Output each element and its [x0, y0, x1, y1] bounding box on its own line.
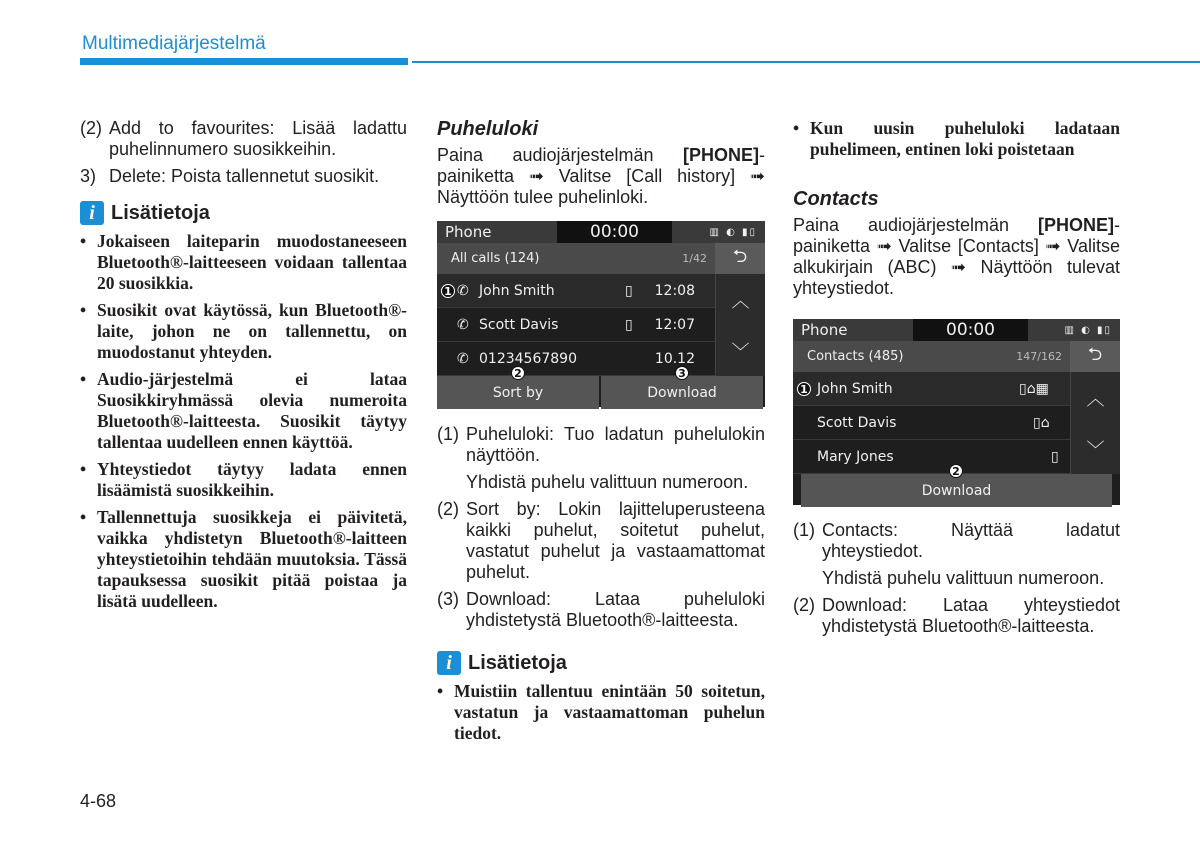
column-3: [793, 118, 1120, 643]
list-item: (2) Add to favourites: Lisää ladattu puhelinnumero suosikkeihin.: [80, 118, 407, 159]
scroll-down-button[interactable]: ﹀: [1070, 423, 1120, 474]
list-item: (3) Download: Lataa puheluloki yhdistetystä Bluetooth®-laitteesta.: [437, 589, 765, 630]
bullet-item: • Muistiin tallentuu enintään 50 soitetun, vastatun ja vastaamattoman puhelun tiedot.: [437, 681, 765, 743]
phone-device-icon: ▯: [625, 282, 633, 299]
bullet-item: • Audio-järjestelmä ei lataa Suosikkiryhmässä olevia numeroita Bluetooth®-laitteesta. Suosikit täytyy tallentaa uudelleen ennen käyttöä.: [80, 369, 407, 452]
column-1: [80, 118, 407, 618]
contact-type-icons: ▯⌂▦: [1019, 380, 1049, 397]
header-bar-thin: [412, 61, 1200, 63]
status-icons: ▥ ◐ ▮▯: [1064, 324, 1112, 336]
scroll-up-button[interactable]: ︿: [715, 274, 765, 325]
back-button[interactable]: ⮌: [715, 243, 765, 274]
download-button[interactable]: 3 Download: [601, 376, 763, 409]
table-row[interactable]: Mary Jones ▯: [793, 440, 1120, 474]
bullet-item: • Tallennettuja suosikkeja ei päivitetä, vaikka yhdistetyn Bluetooth®-laitteen yhteystietoihin tehdään muutoksia. Tässä tapauksessa suosikit pitää poistaa ja lisätä uudelleen.: [80, 507, 407, 611]
clock-display: 00:00: [557, 221, 672, 243]
phone-device-icon: ▯: [625, 316, 633, 333]
column-2: [437, 118, 765, 750]
call-history-screen: Phone 00:00 ▥ ◐ ▮▯ All calls (124) 1/42 ⮌ 1 ✆ John Smith ▯ 12:08 ✆ Scott Davis ▯ 12:07 ✆ 01234567890 10.12 ︿ ﹀ 2 Sort by 3 Download: [437, 221, 765, 407]
info-heading: i Lisätietoja: [80, 201, 407, 225]
list-item: (1) Contacts: Näyttää ladatut yhteystiedot.: [793, 520, 1120, 561]
table-row[interactable]: ✆ Scott Davis ▯ 12:07: [437, 308, 765, 342]
bullet-item: • Suosikit ovat käytössä, kun Bluetooth®-laite, johon ne on tallennettu, on muodostanut yhteyden.: [80, 300, 407, 362]
status-icons: ▥ ◐ ▮▯: [709, 226, 757, 238]
intro-paragraph: Paina audiojärjestelmän [PHONE]-painiketta ➟ Valitse [Call history] ➟ Näyttöön tulee puhelinloki.: [437, 145, 765, 207]
section-heading-puheluloki: Puheluloki: [437, 118, 539, 140]
call-icon: ✆: [457, 350, 469, 367]
table-row[interactable]: 1 John Smith ▯⌂▦: [793, 372, 1120, 406]
page-number: 4-68: [80, 791, 117, 811]
list-item-extra: Yhdistä puhelu valittuun numeroon.: [822, 568, 1105, 588]
bullet-item: • Jokaiseen laiteparin muodostaneeseen Bluetooth®-laitteeseen voidaan tallentaa 20 suosikkia.: [80, 231, 407, 293]
list-item-extra: Yhdistä puhelu valittuun numeroon.: [466, 472, 749, 492]
list-item: (1) Puheluloki: Tuo ladatun puhelulokin näyttöön.: [437, 424, 765, 465]
list-item: (2) Sort by: Lokin lajitteluperusteena kaikki puhelut, soitetut puhelut, vastatut puhelut ja vastaamattomat puhelut.: [437, 499, 765, 582]
call-icon: ✆: [457, 316, 469, 333]
scroll-up-button[interactable]: ︿: [1070, 372, 1120, 423]
bullet-item: • Yhteystiedot täytyy ladata ennen lisäämistä suosikkeihin.: [80, 459, 407, 500]
info-icon: i: [437, 651, 461, 675]
header-bar-thick: [80, 58, 408, 65]
running-header: Multimediajärjestelmä: [82, 33, 266, 54]
contacts-screen: Phone 00:00 ▥ ◐ ▮▯ Contacts (485) 147/162 ⮌ 1 John Smith ▯⌂▦ Scott Davis ▯⌂ Mary Jones ▯ ︿ ﹀ 2 Download: [793, 319, 1120, 505]
download-button[interactable]: 2 Download: [801, 474, 1112, 507]
phone-device-icon: ▯: [1051, 448, 1059, 465]
contact-type-icons: ▯⌂: [1033, 414, 1050, 431]
table-row[interactable]: ✆ 01234567890 10.12: [437, 342, 765, 376]
call-icon: ✆: [457, 282, 469, 299]
section-heading-contacts: Contacts: [793, 188, 879, 210]
clock-display: 00:00: [913, 319, 1028, 341]
scroll-down-button[interactable]: ﹀: [715, 325, 765, 376]
intro-paragraph: Paina audiojärjestelmän [PHONE]-painiketta ➟ Valitse [Contacts] ➟ Valitse alkukirjain (ABC) ➟ Näyttöön tulevat yhteystiedot.: [793, 215, 1120, 298]
info-icon: i: [80, 201, 104, 225]
list-item: 3) Delete: Poista tallennetut suosikit.: [80, 166, 380, 186]
info-heading: i Lisätietoja: [437, 651, 765, 675]
back-button[interactable]: ⮌: [1070, 341, 1120, 372]
sort-by-button[interactable]: 2 Sort by: [437, 376, 599, 409]
table-row[interactable]: 1 ✆ John Smith ▯ 12:08: [437, 274, 765, 308]
table-row[interactable]: Scott Davis ▯⌂: [793, 406, 1120, 440]
list-item: (2) Download: Lataa yhteystiedot yhdistetystä Bluetooth®-laitteesta.: [793, 595, 1120, 636]
bullet-item: • Kun uusin puheluloki ladataan puhelimeen, entinen loki poistetaan: [793, 118, 1120, 159]
